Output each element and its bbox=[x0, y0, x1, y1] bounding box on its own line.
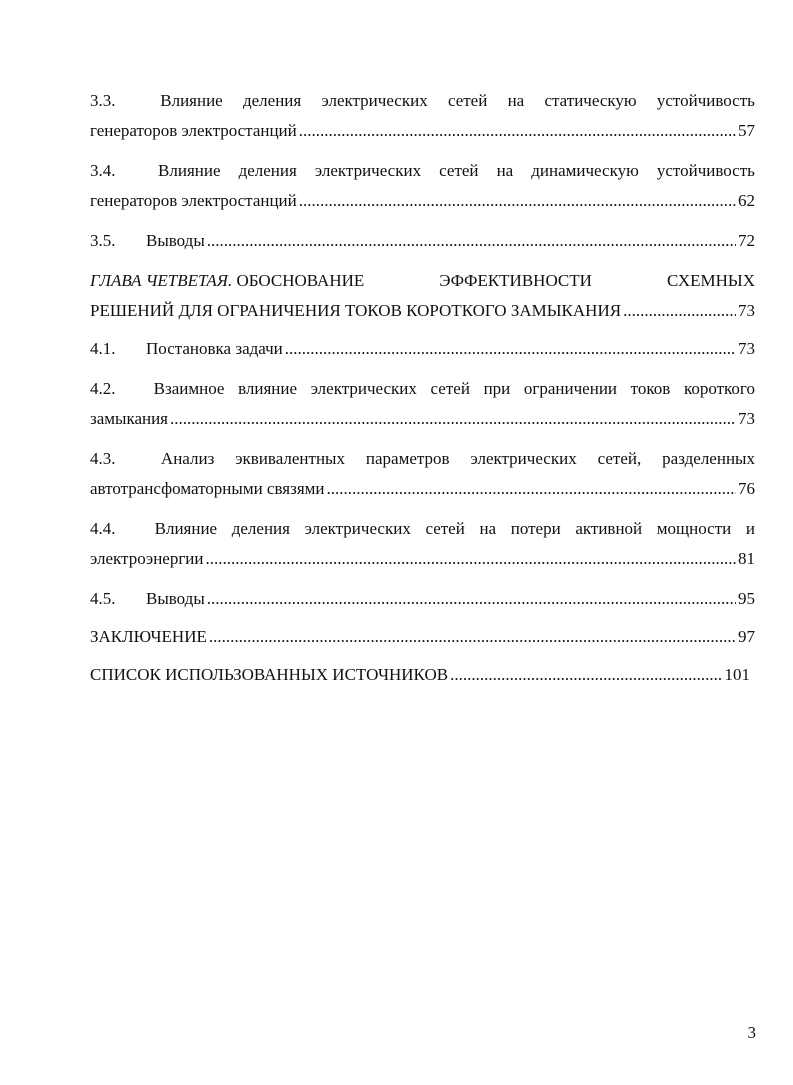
page-ref: 95 bbox=[738, 589, 755, 608]
title-continuation: РЕШЕНИЙ ДЛЯ ОГРАНИЧЕНИЯ ТОКОВ КОРОТКОГО ЗАМЫКАНИЯ bbox=[90, 301, 622, 320]
page-ref: 81 bbox=[738, 549, 755, 568]
title-word: мощности bbox=[656, 519, 732, 538]
dot-leader bbox=[450, 660, 722, 690]
title-word: ОБОСНОВАНИЕ bbox=[236, 271, 365, 290]
title-word: электрических bbox=[304, 519, 411, 538]
dot-leader bbox=[299, 186, 736, 216]
page-ref: 62 bbox=[738, 191, 755, 210]
toc-entry-leader-line bbox=[90, 226, 755, 256]
chapter-heading-start bbox=[90, 266, 364, 296]
section-number: 4.5. bbox=[90, 589, 116, 608]
page-ref: 76 bbox=[738, 479, 755, 498]
title-word: Взаимное bbox=[153, 379, 225, 398]
dot-leader bbox=[170, 404, 736, 434]
toc-entry-leader-line bbox=[90, 296, 755, 326]
title-word: эквивалентных bbox=[235, 449, 345, 468]
title-word: статическую bbox=[544, 91, 637, 110]
dot-leader bbox=[327, 474, 737, 504]
title-word: электрических bbox=[310, 379, 417, 398]
title-word: деления bbox=[242, 91, 302, 110]
section-number: 3.3. bbox=[90, 91, 116, 110]
toc-entry-leader-line bbox=[90, 622, 755, 652]
title-word: токов bbox=[630, 379, 671, 398]
toc-entry-4-1[interactable] bbox=[90, 334, 755, 364]
toc-entry-4-3[interactable] bbox=[90, 444, 755, 504]
title-text: ЗАКЛЮЧЕНИЕ bbox=[90, 627, 207, 646]
page-ref: 72 bbox=[738, 231, 755, 250]
toc-entry-title-line bbox=[90, 514, 755, 544]
title-word: устойчивость bbox=[656, 161, 755, 180]
toc-entry-title-line bbox=[90, 374, 755, 404]
page-ref: 73 bbox=[738, 301, 755, 320]
dot-leader bbox=[207, 226, 736, 256]
page-ref: 101 bbox=[724, 665, 750, 684]
toc-entry-leader-line bbox=[90, 404, 755, 434]
title-word: потери bbox=[510, 519, 561, 538]
title-word: при bbox=[483, 379, 511, 398]
title-word: ЭФФЕКТИВНОСТИ bbox=[439, 271, 592, 290]
page-ref: 73 bbox=[738, 339, 755, 358]
title-word: деления bbox=[238, 161, 297, 180]
title-continuation: автотрансфоматорными связями bbox=[90, 479, 325, 498]
title-word: на bbox=[496, 161, 514, 180]
section-number: 4.3. bbox=[90, 449, 116, 468]
page-ref: 97 bbox=[738, 627, 755, 646]
title-word: сетей bbox=[425, 519, 465, 538]
dot-leader bbox=[623, 296, 736, 326]
table-of-contents bbox=[90, 86, 755, 700]
toc-entry-title bbox=[90, 584, 205, 614]
title-text: Выводы bbox=[146, 589, 205, 608]
title-word: электрических bbox=[321, 91, 428, 110]
section-number: 4.2. bbox=[90, 379, 116, 398]
section-number: 4.1. bbox=[90, 339, 116, 358]
title-word: устойчивость bbox=[656, 91, 755, 110]
toc-entry-3-4[interactable] bbox=[90, 156, 755, 216]
title-word: сетей bbox=[447, 91, 488, 110]
toc-entry-title-line bbox=[90, 444, 755, 474]
title-word: активной bbox=[575, 519, 643, 538]
title-word: влияние bbox=[238, 379, 298, 398]
title-word: ограничении bbox=[523, 379, 618, 398]
title-word: Влияние bbox=[154, 519, 218, 538]
dot-leader bbox=[206, 544, 736, 574]
toc-entry-leader-line bbox=[90, 544, 755, 574]
title-continuation: электроэнергии bbox=[90, 549, 204, 568]
toc-entry-title bbox=[90, 334, 283, 364]
toc-entry-leader-line bbox=[90, 116, 755, 146]
dot-leader bbox=[299, 116, 736, 146]
toc-entry-title-line bbox=[90, 156, 755, 186]
title-continuation: генераторов электростанций bbox=[90, 191, 297, 210]
toc-entry-4-2[interactable] bbox=[90, 374, 755, 434]
title-word: динамическую bbox=[531, 161, 639, 180]
page-ref: 57 bbox=[738, 121, 755, 140]
title-word: разделенных bbox=[662, 449, 755, 468]
title-word: сетей bbox=[439, 161, 479, 180]
section-number: 3.5. bbox=[90, 231, 116, 250]
title-word: деления bbox=[231, 519, 290, 538]
toc-entry-leader-line bbox=[90, 186, 755, 216]
toc-entry-3-5[interactable] bbox=[90, 226, 755, 256]
toc-chapter-4[interactable] bbox=[90, 266, 755, 326]
title-word: короткого bbox=[683, 379, 755, 398]
title-word: Влияние bbox=[160, 91, 223, 110]
toc-entry-title bbox=[90, 226, 205, 256]
title-continuation: замыкания bbox=[90, 409, 169, 428]
title-word: и bbox=[745, 519, 755, 538]
page-number: 3 bbox=[747, 1023, 756, 1042]
chapter-label: ГЛАВА ЧЕТВЕТАЯ. bbox=[90, 271, 233, 290]
title-word: параметров bbox=[365, 449, 450, 468]
dot-leader bbox=[285, 334, 736, 364]
section-number: 3.4. bbox=[90, 161, 116, 180]
title-word: на bbox=[507, 91, 525, 110]
toc-entry-title-line bbox=[90, 266, 755, 296]
title-word: СХЕМНЫХ bbox=[666, 271, 755, 290]
toc-entry-leader-line bbox=[90, 660, 750, 690]
title-word: электрических bbox=[314, 161, 422, 180]
toc-entry-leader-line bbox=[90, 474, 755, 504]
title-text: Выводы bbox=[146, 231, 205, 250]
toc-entry-3-3[interactable] bbox=[90, 86, 755, 146]
dot-leader bbox=[209, 622, 736, 652]
toc-entry-leader-line bbox=[90, 584, 755, 614]
section-number: 4.4. bbox=[90, 519, 116, 538]
title-word: Анализ bbox=[160, 449, 215, 468]
toc-entry-leader-line bbox=[90, 334, 755, 364]
dot-leader bbox=[207, 584, 736, 614]
title-word: Влияние bbox=[158, 161, 221, 180]
title-word: сетей, bbox=[597, 449, 642, 468]
title-word: на bbox=[479, 519, 497, 538]
title-word: сетей bbox=[430, 379, 470, 398]
toc-entry-title-line bbox=[90, 86, 755, 116]
toc-entry-conclusion[interactable] bbox=[90, 622, 755, 652]
title-word: электрических bbox=[470, 449, 577, 468]
page-ref: 73 bbox=[738, 409, 755, 428]
title-continuation: генераторов электростанций bbox=[90, 121, 297, 140]
title-text: СПИСОК ИСПОЛЬЗОВАННЫХ ИСТОЧНИКОВ bbox=[90, 665, 449, 684]
toc-entry-4-5[interactable] bbox=[90, 584, 755, 614]
toc-entry-references[interactable] bbox=[90, 660, 750, 690]
toc-entry-4-4[interactable] bbox=[90, 514, 755, 574]
title-text: Постановка задачи bbox=[146, 339, 283, 358]
